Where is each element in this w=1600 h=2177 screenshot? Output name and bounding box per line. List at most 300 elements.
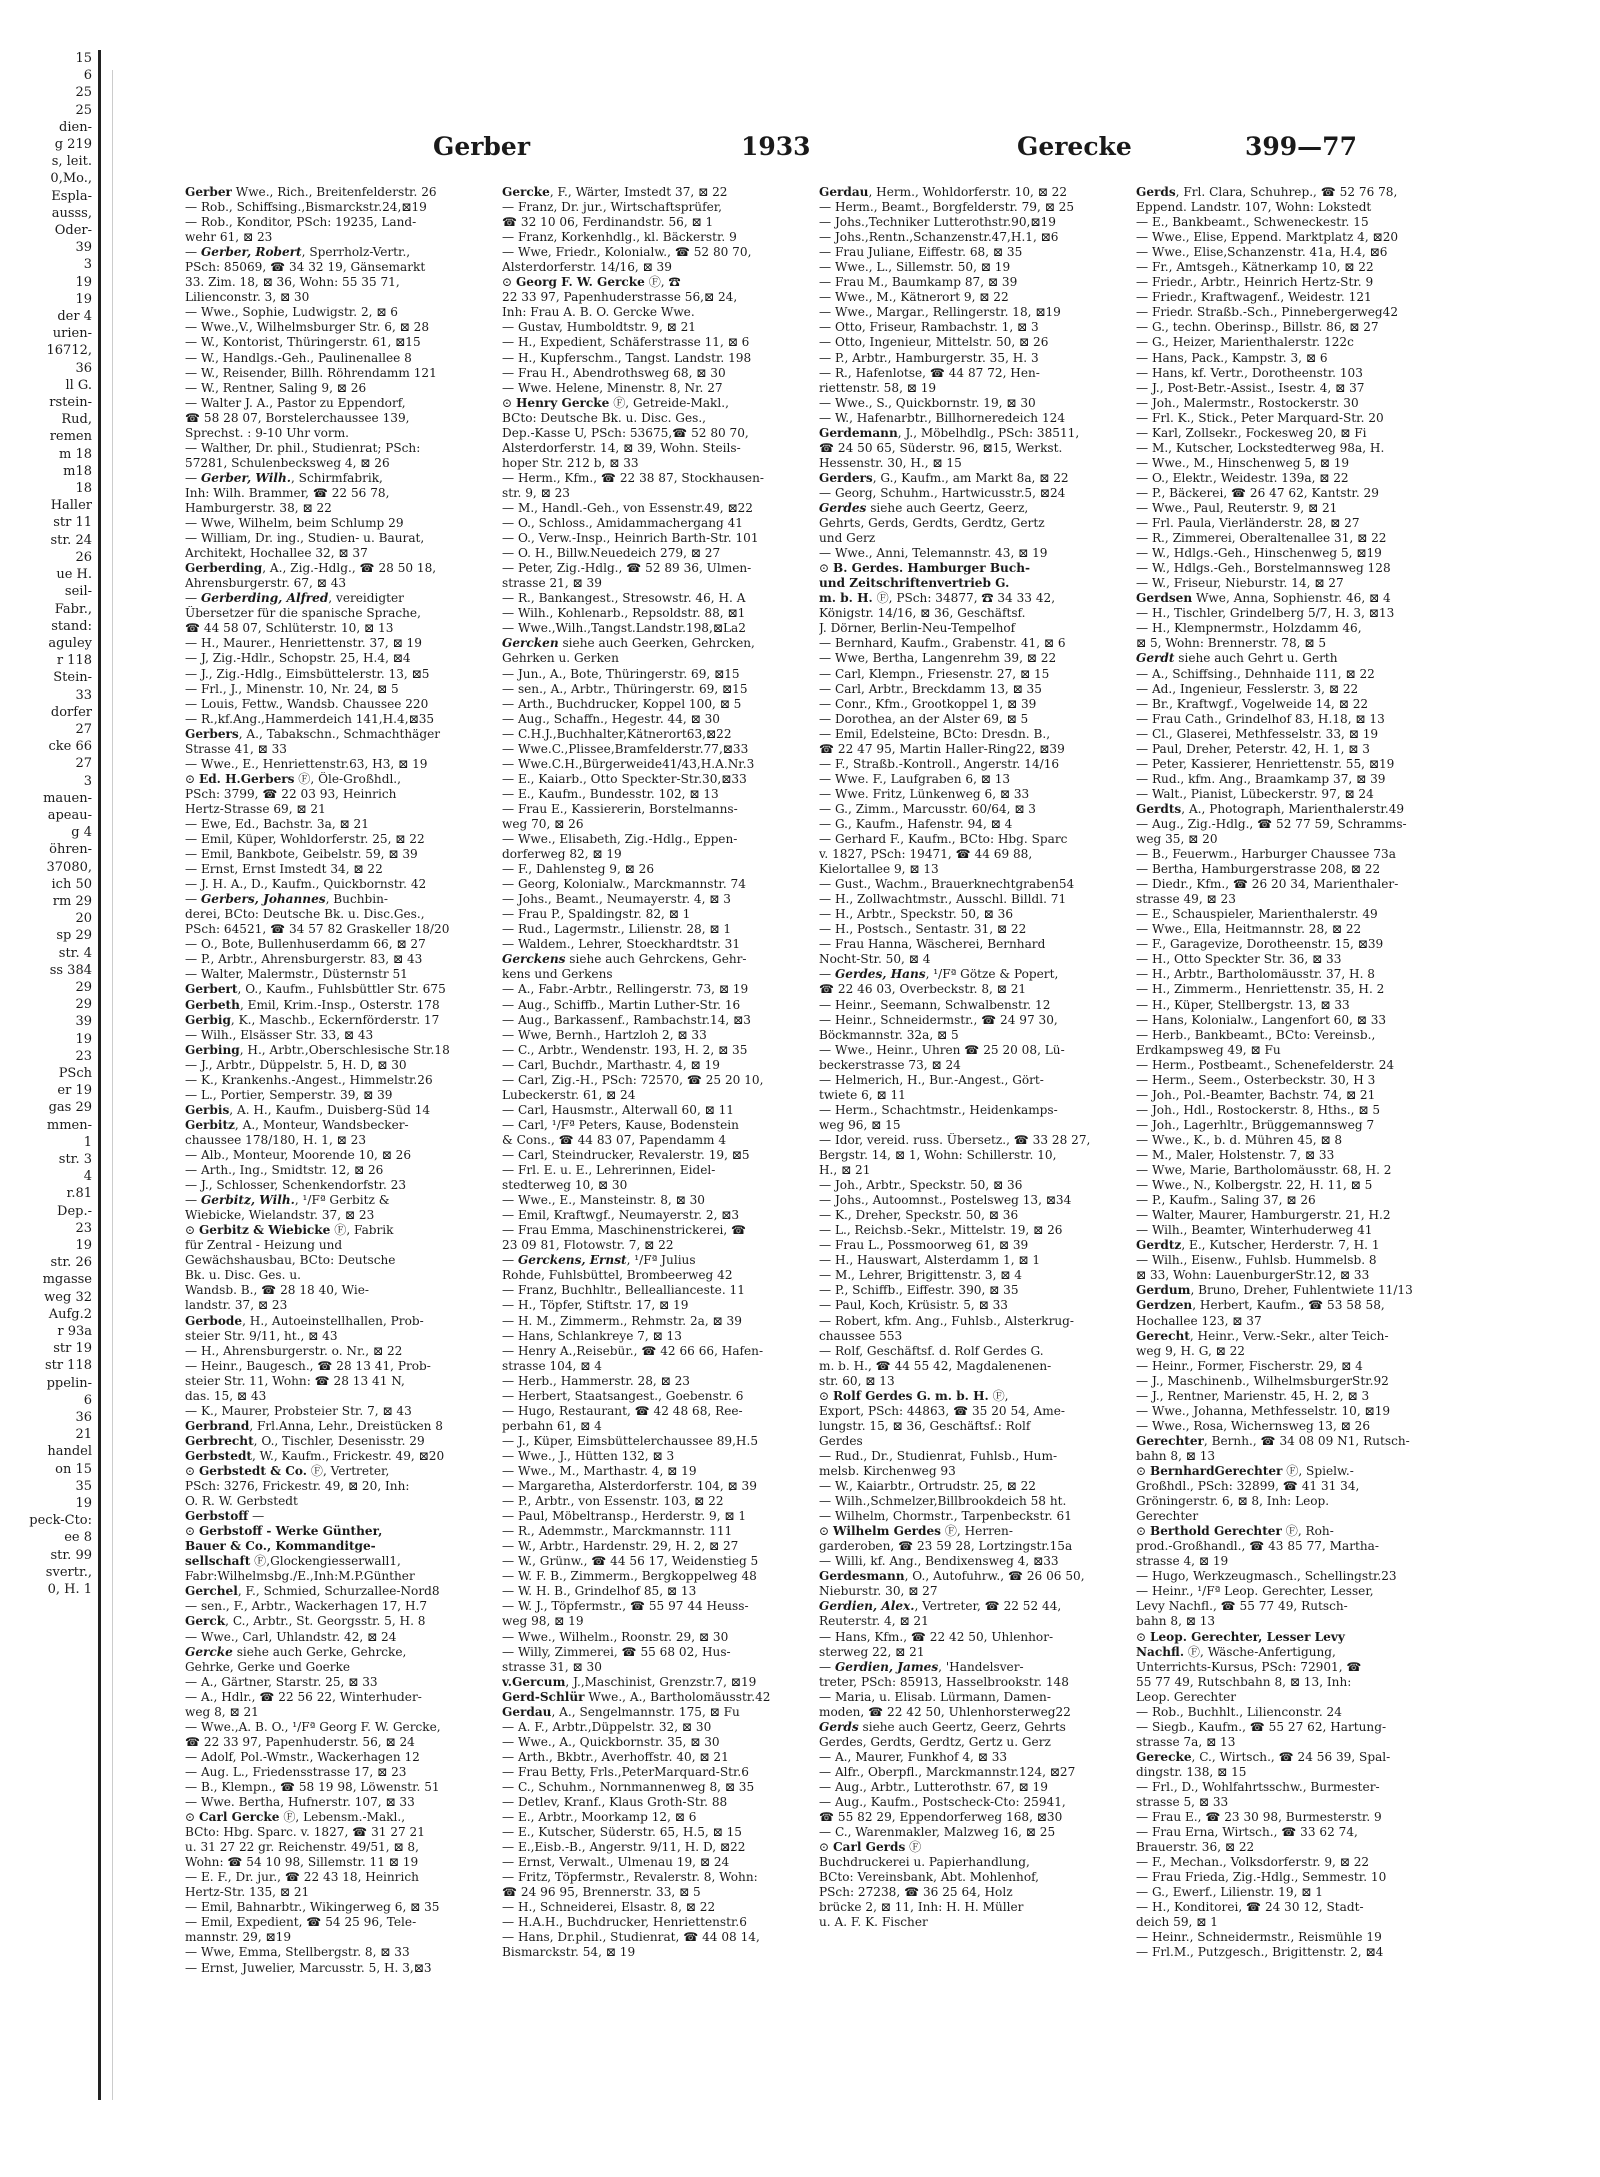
directory-entry: ⊙ Gerbstedt & Co. Ⓕ, Vertreter, [185,1463,390,1478]
prev-page-line: 18 [75,481,92,497]
directory-entry: — Emil, Expedient, ☎ 54 25 96, Tele- [185,1915,417,1930]
directory-entry: — Wwe., K., b. d. Mühren 45, ⊠ 8 [1136,1132,1343,1147]
directory-entry: — Frau P., Spaldingstr. 82, ⊠ 1 [502,907,691,922]
directory-entry: chaussee 553 [819,1328,903,1343]
directory-entry: — Friedr., Arbtr., Heinrich Hertz-Str. 9 [1136,275,1374,290]
directory-entry: — G., techn. Oberinsp., Billstr. 86, ⊠ 27 [1136,320,1379,335]
directory-entry: Gerechter, Bernh., ☎ 34 08 09 N1, Rutsch- [1136,1433,1410,1448]
directory-entry: — Georg, Kolonialw., Marckmannstr. 74 [502,877,746,892]
directory-entry: — Gerhard F., Kaufm., BCto: Hbg. Sparc [819,832,1068,847]
directory-entry: — Wwe., Margar., Rellingerstr. 18, ⊠19 [819,305,1061,320]
directory-entry: — C., Arbtr., Wendenstr. 193, H. 2, ⊠ 35 [502,1042,748,1057]
directory-entry: — Franz, Dr. jur., Wirtschaftsprüfer, [502,200,723,215]
directory-entry: — W. H. B., Grindelhof 85, ⊠ 13 [502,1584,697,1599]
directory-entry: — P., Kaufm., Saling 37, ⊠ 26 [1136,1193,1316,1208]
directory-entry: hoper Str. 212 b, ⊠ 33 [502,455,639,470]
directory-entry: — R., Zimmerei, Oberaltenallee 31, ⊠ 22 [1136,531,1387,546]
directory-entry: — Gerberding, Alfred, vereidigter [185,591,404,606]
directory-entry: — Wilhelm, Chormstr., Tarpenbeckstr. 61 [819,1509,1072,1524]
directory-entry: — Aug., Zig.-Hdlg., ☎ 52 77 59, Schramms- [1136,816,1407,831]
prev-page-line: stand: [51,618,92,634]
directory-entry: — Peter, Kassierer, Henriettenstr. 55, ⊠19 [1136,756,1395,771]
prev-page-line: 16712, [46,343,92,359]
directory-entry: Gehrken u. Gerken [502,651,619,666]
directory-entry: — Aug., Schaffn., Hegestr. 44, ⊠ 30 [502,711,720,726]
directory-entry: prod.-Großhandl., ☎ 43 85 77, Martha- [1136,1539,1379,1554]
directory-entry: — Paul, Dreher, Peterstr. 42, H. 1, ⊠ 3 [1136,741,1370,756]
directory-entry: — Wwe., Carl, Uhlandstr. 42, ⊠ 24 [185,1629,397,1644]
prev-page-line: 27 [75,721,92,737]
directory-entry: — Diedr., Kfm., ☎ 26 20 34, Marienthaler- [1136,877,1399,892]
prev-page-line: ee 8 [64,1530,92,1546]
directory-entry: — Frau E., ☎ 23 30 98, Burmesterstr. 9 [1136,1810,1382,1825]
prev-page-line: g 4 [71,825,92,841]
directory-entry: — Otto, Friseur, Rambachstr. 1, ⊠ 3 [819,320,1039,335]
directory-entry: — Herm., Kfm., ☎ 22 38 87, Stockhausen- [502,470,764,485]
directory-entry: — Aug., Kaufm., Postscheck-Cto: 25941, [819,1795,1066,1810]
directory-entry: Gerdes [819,1433,863,1448]
directory-entry: u. A. F. K. Fischer [819,1915,928,1930]
directory-entry: Gerdum, Bruno, Dreher, Fuhlentwiete 11/13 [1136,1283,1413,1298]
directory-entry: strasse 104, ⊠ 4 [502,1358,602,1373]
directory-entry: — Willy, Zimmerei, ☎ 55 68 02, Hus- [502,1644,731,1659]
directory-entry: strasse 5, ⊠ 33 [1136,1795,1229,1810]
directory-entry: Gerdtz, E., Kutscher, Herderstr. 7, H. 1 [1136,1238,1380,1253]
prev-page-line: gas 29 [48,1100,92,1116]
header-right-keyword: Gerecke [1017,132,1132,161]
directory-entry: — H. M., Zimmerm., Rehmstr. 2a, ⊠ 39 [502,1313,742,1328]
prev-page-line: 19 [75,1238,92,1254]
directory-entry: — P., Arbtr., Hamburgerstr. 35, H. 3 [819,350,1039,365]
prev-page-line: 26 [75,549,92,565]
directory-entry: — Wilh., Beamter, Winterhuderweg 41 [1136,1223,1373,1238]
directory-entry: Ahrensburgerstr. 67, ⊠ 43 [185,576,347,591]
directory-entry: treter, PSch: 85913, Hasselbrookstr. 148 [819,1674,1069,1689]
directory-entry: PSch: 85069, ☎ 34 32 19, Gänsemarkt [185,260,426,275]
directory-entry: Eppend. Landstr. 107, Wohn: Lokstedt [1136,200,1372,215]
directory-entry: — Robert, kfm. Ang., Fuhlsb., Alsterkrug- [819,1313,1074,1328]
directory-entry: und Zeitschriftenvertrieb G. [819,576,1010,591]
directory-entry: — Ernst, Ernst Imstedt 34, ⊠ 22 [185,862,383,877]
directory-entry: ⊙ Rolf Gerdes G. m. b. H. Ⓕ, [819,1388,1009,1403]
directory-entry: — Wwe., Elisabeth, Zig.-Hdlg., Eppen- [502,832,738,847]
directory-entry: ⊙ Carl Gercke Ⓕ, Lebensm.-Makl., [185,1810,406,1825]
directory-entry: — Wwe, Friedr., Kolonialw., ☎ 52 80 70, [502,245,752,260]
directory-entry: — H., Expedient, Schäferstrasse 11, ⊠ 6 [502,335,750,350]
directory-entry: — Henry A.,Reisebür., ☎ 42 66 66, Hafen- [502,1343,764,1358]
directory-entry: ☎ 58 28 07, Borstelerchaussee 139, [185,410,410,425]
directory-entry: ⊙ Berthold Gerechter Ⓕ, Roh- [1136,1524,1334,1539]
directory-entry: Gewächshausbau, BCto: Deutsche [185,1253,396,1268]
directory-entry: — W., Rentner, Saling 9, ⊠ 26 [185,380,367,395]
directory-entry: 22 33 97, Papenhuderstrasse 56,⊠ 24, [502,290,738,305]
directory-entry: — E., Kaufm., Bundesstr. 102, ⊠ 13 [502,786,719,801]
directory-entry: — J., Maschinenb., WilhelmsburgerStr.92 [1136,1373,1389,1388]
directory-entry: — Rud., Lagermstr., Lilienstr. 28, ⊠ 1 [502,922,732,937]
directory-entry: ⊠ 5, Wohn: Brennerstr. 78, ⊠ 5 [1136,636,1327,651]
directory-entry: Gerdes, Gerdts, Gerdtz, Gertz u. Gerz [819,1734,1051,1749]
directory-entry: — Herb., Hammerstr. 28, ⊠ 23 [502,1373,690,1388]
directory-entry: moden, ☎ 22 42 50, Uhlenhorsterweg22 [819,1704,1071,1719]
directory-entry: ☎ 24 50 65, Süderstr. 96, ⊠15, Werkst. [819,440,1063,455]
prev-page-line: str 118 [44,1358,92,1374]
directory-entry: chaussee 178/180, H. 1, ⊠ 23 [185,1132,367,1147]
directory-entry: — Jun., A., Bote, Thüringerstr. 69, ⊠15 [502,666,740,681]
prev-page-line: Oder- [54,223,92,239]
directory-entry: — B., Feuerwm., Harburger Chaussee 73a [1136,847,1396,862]
directory-entry: Gerds siehe auch Geertz, Geerz, Gehrts [819,1719,1066,1734]
directory-entry: — A., Gärtner, Starstr. 25, ⊠ 33 [185,1674,378,1689]
directory-entry: — H., Arbtr., Speckstr. 50, ⊠ 36 [819,907,1014,922]
prev-page-line: m18 [63,463,92,479]
directory-entry: wehr 61, ⊠ 23 [185,230,273,245]
directory-entry: — Wwe., Heinr., Uhren ☎ 25 20 08, Lü- [819,1042,1065,1057]
directory-entry: dorferweg 82, ⊠ 19 [502,847,622,862]
prev-page-line: Rud, [61,412,92,428]
directory-entry: — Friedr. Straßb.-Sch., Pinnebergerweg42 [1136,305,1399,320]
directory-entry: strasse 31, ⊠ 30 [502,1659,602,1674]
directory-entry: Levy Nachfl., ☎ 55 77 49, Rutsch- [1136,1599,1348,1614]
prev-page-line: Stein- [53,670,92,686]
directory-entry: — Frl., J., Minenstr. 10, Nr. 24, ⊠ 5 [185,681,399,696]
directory-entry: Gehrts, Gerds, Gerdts, Gerdtz, Gertz [819,516,1045,531]
directory-entry: — Frl. Paula, Vierländerstr. 28, ⊠ 27 [1136,516,1360,531]
directory-entry: — Wwe.,V., Wilhelmsburger Str. 6, ⊠ 28 [185,320,430,335]
directory-entry: Wandsb. B., ☎ 28 18 40, Wie- [185,1283,369,1298]
directory-entry: — Johs.,Rentn.,Schanzenstr.47,H.1, ⊠6 [819,230,1059,245]
directory-entry: bahn 8, ⊠ 13 [1136,1448,1216,1463]
prev-page-line: 6 [83,68,92,84]
directory-entry: — Wwe., Ella, Heitmannstr. 28, ⊠ 22 [1136,922,1362,937]
directory-entry: 55 77 49, Rutschbahn 8, ⊠ 13, Inh: [1136,1674,1352,1689]
directory-entry: — Wwe., J., Hütten 132, ⊠ 3 [502,1448,675,1463]
directory-entry: — Friedr., Kraftwagenf., Weidestr. 121 [1136,290,1372,305]
directory-entry: — E.,Eisb.-B., Angerstr. 9/11, H. D, ⊠22 [502,1840,746,1855]
directory-entry: — Wwe., Elise, Eppend. Marktplatz 4, ⊠20 [1136,230,1399,245]
directory-entry: — Wwe., Wilhelm., Roonstr. 29, ⊠ 30 [502,1629,729,1644]
directory-entry: — Gerbitz, Wilh., ¹/Fª Gerbitz & [185,1193,390,1208]
directory-entry: — Johs., Beamt., Neumayerstr. 4, ⊠ 3 [502,892,731,907]
directory-entry: das. 15, ⊠ 43 [185,1388,267,1403]
directory-entry: Gerd-Schlür Wwe., A., Bartholomäusstr.42 [502,1689,771,1704]
prev-page-line: r 118 [56,653,92,669]
directory-entry: — H., Maurer., Henriettenstr. 37, ⊠ 19 [185,636,422,651]
directory-entry: Gerdesmann, O., Autofuhrw., ☎ 26 06 50, [819,1569,1085,1584]
directory-entry: — H., Klempnermstr., Holzdamm 46, [1136,621,1362,636]
directory-entry: — Wwe., Johanna, Methfesselstr. 10, ⊠19 [1136,1403,1391,1418]
directory-entry: Gerecht, Heinr., Verw.-Sekr., alter Teich- [1136,1328,1389,1343]
previous-page-fragment [0,50,101,2100]
directory-entry: — C.H.J.,Buchhalter,Kätnerort63,⊠22 [502,726,732,741]
directory-entry: — Carl, ¹/Fª Peters, Kause, Bodenstein [502,1117,739,1132]
prev-page-line: PSch [58,1065,92,1081]
directory-entry: PSch: 64521, ☎ 34 57 82 Graskeller 18/20 [185,922,450,937]
prev-page-line: dorfer [50,704,92,720]
directory-entry: — Adolf, Pol.-Wmstr., Wackerhagen 12 [185,1749,420,1764]
column-2 [502,185,815,2085]
directory-entry: — J., Zig.-Hdlg., Eimsbüttelerstr. 13, ⊠5 [185,666,430,681]
directory-entry: — Hugo, Restaurant, ☎ 42 48 68, Ree- [502,1403,743,1418]
prev-page-line: ich 50 [51,876,92,892]
directory-entry: Wiebicke, Wielandstr. 37, ⊠ 23 [185,1208,375,1223]
directory-entry: Unterrichts-Kursus, PSch: 72901, ☎ [1136,1659,1362,1674]
directory-entry: — Heinr., ¹/Fª Leop. Gerechter, Lesser, [1136,1584,1374,1599]
prev-page-line: Aufg.2 [48,1306,92,1322]
prev-page-line: cke 66 [48,739,92,755]
directory-entry: — Frau Emma, Maschinenstrickerei, ☎ [502,1223,747,1238]
directory-entry: — W., Handlgs.-Geh., Paulinenallee 8 [185,350,412,365]
directory-entry: Gröningerstr. 6, ⊠ 8, Inh: Leop. [1136,1494,1330,1509]
prev-page-line: 19 [75,291,92,307]
directory-entry: — Wwe., Anni, Telemannstr. 43, ⊠ 19 [819,546,1048,561]
directory-entry: — E. F., Dr. jur., ☎ 22 43 18, Heinrich [185,1870,419,1885]
directory-entry: — G., Heizer, Marienthalerstr. 122c [1136,335,1354,350]
directory-entry: Alsterdorferstr. 14, ⊠ 39, Wohn. Steils- [502,440,741,455]
directory-entry: — Wwe., M., Marthastr. 4, ⊠ 19 [502,1463,697,1478]
directory-entry: — Carl, Arbtr., Breckdamm 13, ⊠ 35 [819,681,1042,696]
directory-entry: — Br., Kraftwgf., Vogelweide 14, ⊠ 22 [1136,696,1369,711]
prev-page-line: öhren- [49,842,92,858]
directory-entry: Gerbode, H., Autoeinstellhallen, Prob- [185,1313,424,1328]
prev-page-line: str. 99 [50,1547,92,1563]
directory-entry: Gerdemann, J., Möbelhdlg., PSch: 38511, [819,425,1080,440]
directory-entry: beckerstrasse 73, ⊠ 24 [819,1057,961,1072]
directory-entry: — Wwe. Helene, Minenstr. 8, Nr. 27 [502,380,723,395]
directory-entry: Gerberding, A., Zig.-Hdlg., ☎ 28 50 18, [185,561,437,576]
directory-entry: — H., Postsch., Sentastr. 31, ⊠ 22 [819,922,1027,937]
directory-columns [185,185,1455,2085]
directory-entry: — A., Schiffsing., Dehnhaide 111, ⊠ 22 [1136,666,1375,681]
directory-entry: — Herbert, Staatsangest., Goebenstr. 6 [502,1388,744,1403]
prev-page-line: m 18 [58,446,92,462]
directory-entry: — Hans, Kfm., ☎ 22 42 50, Uhlenhor- [819,1629,1054,1644]
directory-entry: — Gust., Wachm., Brauerknechtgraben54 [819,877,1075,892]
prev-page-line: Dep.- [57,1203,92,1219]
directory-entry: — Gerber, Wilh., Schirmfabrik, [185,470,383,485]
directory-entry: — M., Kutscher, Lockstedterweg 98a, H. [1136,440,1385,455]
directory-entry: — W., Kontorist, Thüringerstr. 61, ⊠15 [185,335,421,350]
prev-page-line: dien- [59,119,92,135]
directory-entry: — C., Schuhm., Nornmannenweg 8, ⊠ 35 [502,1779,755,1794]
directory-entry: — L., Reichsb.-Sekr., Mittelstr. 19, ⊠ 26 [819,1223,1063,1238]
directory-entry: — Wwe., L., Sillemstr. 50, ⊠ 19 [819,260,1011,275]
directory-entry: H., ⊠ 21 [819,1163,871,1178]
directory-entry: Strasse 41, ⊠ 33 [185,741,287,756]
directory-entry: Architekt, Hochallee 32, ⊠ 37 [185,546,368,561]
directory-entry: Gercke, F., Wärter, Imstedt 37, ⊠ 22 [502,185,728,199]
directory-entry: — K., Krankenhs.-Angest., Himmelstr.26 [185,1072,433,1087]
directory-entry: — H., Töpfer, Stiftstr. 17, ⊠ 19 [502,1298,689,1313]
prev-page-line: seil- [64,584,92,600]
directory-entry: — Hans, Dr.phil., Studienrat, ☎ 44 08 14, [502,1930,760,1945]
prev-page-line: weg 32 [44,1289,92,1305]
directory-entry: Rohde, Fuhlsbüttel, Brombeerweg 42 [502,1268,733,1283]
directory-entry: — J., Rentner, Marienstr. 45, H. 2, ⊠ 3 [1136,1388,1370,1403]
directory-entry: Export, PSch: 44863, ☎ 35 20 54, Ame- [819,1403,1065,1418]
directory-entry: — Hans, Schlankreye 7, ⊠ 13 [502,1328,682,1343]
directory-entry: — Detlev, Kranf., Klaus Groth-Str. 88 [502,1795,728,1810]
directory-entry: — W., Grünw., ☎ 44 56 17, Weidenstieg 5 [502,1554,759,1569]
directory-entry: sellschaft Ⓕ,Glockengiesserwall1, [185,1554,401,1569]
directory-entry: — G., Ewerf., Lilienstr. 19, ⊠ 1 [1136,1885,1323,1900]
directory-entry: 23 09 81, Flotowstr. 7, ⊠ 22 [502,1238,674,1253]
directory-entry: — Ad., Ingenieur, Fesslerstr. 3, ⊠ 22 [1136,681,1359,696]
directory-entry: twiete 6, ⊠ 11 [819,1087,906,1102]
directory-entry: für Zentral - Heizung und [185,1238,343,1253]
directory-entry: — Herm., Beamt., Borgfelderstr. 79, ⊠ 25 [819,200,1075,215]
directory-entry: dingstr. 138, ⊠ 15 [1136,1764,1247,1779]
directory-entry: Bergstr. 14, ⊠ 1, Wohn: Schillerstr. 10, [819,1148,1057,1162]
directory-entry: — Carl, Klempn., Friesenstr. 27, ⊠ 15 [819,666,1050,681]
directory-entry: & Cons., ☎ 44 83 07, Papendamm 4 [502,1132,727,1147]
directory-entry: Gerdsen Wwe, Anna, Sophienstr. 46, ⊠ 4 [1136,591,1391,606]
prev-page-line: 23 [75,1048,92,1064]
prev-page-line: 0,Mo., [50,171,92,187]
prev-page-line: 29 [75,979,92,995]
prev-page-line: 1 [83,1134,92,1150]
directory-entry: O. R. W. Gerbstedt [185,1494,298,1509]
directory-entry: — Joh., Lagerhltr., Brüggemannsweg 7 [1136,1117,1375,1132]
directory-entry: — Wwe, Emma, Stellbergstr. 8, ⊠ 33 [185,1945,410,1960]
directory-entry: — Walter J. A., Pastor zu Eppendorf, [185,395,406,410]
directory-entry: Alsterdorferstr. 14/16, ⊠ 39 [502,260,672,275]
directory-entry: — Paul, Koch, Krüsistr. 5, ⊠ 33 [819,1298,1008,1313]
directory-entry: weg 96, ⊠ 15 [819,1117,901,1132]
directory-entry: u. 31 27 22 gr. Reichenstr. 49/51, ⊠ 8, [185,1840,419,1855]
directory-entry: — H., Küper, Stellbergstr. 13, ⊠ 33 [1136,997,1350,1012]
prev-page-line: ll G. [65,377,92,393]
directory-entry: — Herb., Bankbeamt., BCto: Vereinsb., [1136,1027,1376,1042]
directory-entry: — Rob., Konditor, PSch: 19235, Land- [185,215,417,230]
directory-entry: und Gerz [819,531,876,546]
directory-entry: — O., Elektr., Weidestr. 139a, ⊠ 22 [1136,470,1349,485]
directory-entry: — H., Kupferschm., Tangst. Landstr. 198 [502,350,752,365]
directory-entry: Gerdt siehe auch Gehrt u. Gerth [1136,651,1338,666]
prev-page-line: 21 [75,1427,92,1443]
directory-entry: — Hugo, Werkzeugmasch., Schellingstr.23 [1136,1569,1397,1584]
directory-entry: bahn 8, ⊠ 13 [1136,1614,1216,1629]
directory-entry: — Otto, Ingenieur, Mittelstr. 50, ⊠ 26 [819,335,1049,350]
directory-entry: ☎ 22 46 03, Overbeckstr. 8, ⊠ 21 [819,982,1027,997]
directory-entry: — J., Arbtr., Düppelstr. 5, H. D, ⊠ 30 [185,1057,407,1072]
page-number: 399—77 [1245,132,1357,161]
directory-entry: — H.A.H., Buchdrucker, Henriettenstr.6 [502,1915,747,1930]
directory-entry: ⊙ Henry Gercke Ⓕ, Getreide-Makl., [502,395,729,410]
directory-entry: — O., Bote, Bullenhuserdamm 66, ⊠ 27 [185,937,426,952]
prev-page-line: 6 [83,1392,92,1408]
directory-entry: Gerds, Frl. Clara, Schuhrep., ☎ 52 76 78, [1136,185,1398,199]
directory-entry: — Dorothea, an der Alster 69, ⊠ 5 [819,711,1029,726]
directory-entry: — Herm., Postbeamt., Schenefelderstr. 24 [1136,1057,1395,1072]
prev-page-line: Haller [50,498,92,514]
directory-entry: v.Gercum, J.,Maschinist, Grenzstr.7, ⊠19 [502,1674,757,1689]
directory-entry: PSch: 3799, ☎ 22 03 93, Heinrich [185,786,397,801]
directory-entry: — sen., F., Arbtr., Wackerhagen 17, H.7 [185,1599,428,1614]
directory-entry: Gerber Wwe., Rich., Breitenfelderstr. 26 [185,185,437,199]
directory-entry: ⊠ 33, Wohn: LauenburgerStr.12, ⊠ 33 [1136,1268,1370,1283]
directory-entry: — Wwe.,Wilh.,Tangst.Landstr.198,⊠La2 [502,621,746,636]
prev-page-line: sp 29 [56,928,92,944]
directory-entry: — Gerckens, Ernst, ¹/Fª Julius [502,1253,696,1268]
prev-page-line: on 15 [55,1461,92,1477]
directory-entry: — Herm., Schachtmstr., Heidenkamps- [819,1102,1058,1117]
directory-entry: — Wwe., M., Hinschenweg 5, ⊠ 19 [1136,455,1350,470]
directory-entry: — Frl.M., Putzgesch., Brigittenstr. 2, ⊠4 [1136,1945,1384,1960]
prev-page-line: 39 [75,1014,92,1030]
directory-entry: — Georg, Schuhm., Hartwicusstr.5, ⊠24 [819,485,1066,500]
directory-entry: str. 60, ⊠ 13 [819,1373,895,1388]
directory-entry: — Ernst, Verwalt., Ulmenau 19, ⊠ 24 [502,1855,730,1870]
directory-entry: Gerbing, H., Arbtr.,Oberschlesische Str.18 [185,1042,450,1057]
directory-entry: — Gustav, Humboldtstr. 9, ⊠ 21 [502,320,697,335]
directory-entry: BCto: Deutsche Bk. u. Disc. Ges., [502,410,707,425]
directory-entry: — R.,kf.Ang.,Hammerdeich 141,H.4,⊠35 [185,711,435,726]
directory-entry: — Aug. L., Friedensstrasse 17, ⊠ 23 [185,1764,407,1779]
directory-entry: ☎ 32 10 06, Ferdinandstr. 56, ⊠ 1 [502,215,714,230]
prev-page-line: handel [47,1444,92,1460]
prev-page-line: Fabr., [54,601,92,617]
directory-entry: Gerbstoff — [185,1509,265,1524]
directory-entry: — Wwe, Bernh., Hartzloh 2, ⊠ 33 [502,1027,707,1042]
directory-entry: Bauer & Co., Kommanditge- [185,1539,376,1554]
directory-entry: — A., Hdlr., ☎ 22 56 22, Winterhuder- [185,1689,422,1704]
column-1 [185,185,498,2085]
directory-entry: Bk. u. Disc. Ges. u. [185,1268,301,1283]
directory-entry: weg 8, ⊠ 21 [185,1704,259,1719]
directory-entry: — A., Fabr.-Arbtr., Rellingerstr. 73, ⊠ 19 [502,982,749,997]
directory-entry: — O., Verw.-Insp., Heinrich Barth-Str. 101 [502,531,759,546]
directory-entry: — Frau Betty, Frls.,PeterMarquard-Str.6 [502,1764,749,1779]
directory-entry: — P., Arbtr., von Essenstr. 103, ⊠ 22 [502,1494,724,1509]
prev-page-line: 4 [83,1169,92,1185]
directory-entry: — Wwe. Fritz, Lünkenweg 6, ⊠ 33 [819,786,1030,801]
directory-entry: — Carl, Buchdr., Marthastr. 4, ⊠ 19 [502,1057,720,1072]
prev-page-line: svertr., [45,1564,92,1580]
prev-page-line: 39 [75,240,92,256]
directory-entry: Erdkampsweg 49, ⊠ Fu [1136,1042,1281,1057]
prev-page-line: der 4 [57,309,92,325]
directory-entry: — F., Garagevize, Dorotheenstr. 15, ⊠39 [1136,937,1384,952]
prev-page-line: er 19 [57,1083,92,1099]
directory-entry: — H., Otto Speckter Str. 36, ⊠ 33 [1136,952,1342,967]
directory-entry: — H., Tischler, Grindelberg 5/7, H. 3, ⊠13 [1136,606,1395,621]
directory-entry: — Johs.,Techniker Lutterothstr.90,⊠19 [819,215,1056,230]
directory-entry: — M., Handl.-Geh., von Essenstr.49, ⊠22 [502,500,753,515]
directory-entry: — F., Mechan., Volksdorferstr. 9, ⊠ 22 [1136,1855,1370,1870]
directory-entry: Gerbert, O., Kaufm., Fuhlsbüttler Str. 675 [185,982,446,997]
directory-entry: — Wwe., M., Kätnerort 9, ⊠ 22 [819,290,1009,305]
directory-entry: — Emil, Bankbote, Geibelstr. 59, ⊠ 39 [185,847,418,862]
directory-entry: ☎ 24 96 95, Brennerstr. 33, ⊠ 5 [502,1885,701,1900]
directory-entry: — R., Ademmstr., Marckmannstr. 111 [502,1524,733,1539]
directory-entry: Gerders, G., Kaufm., am Markt 8a, ⊠ 22 [819,470,1069,485]
directory-entry: — Emil, Küper, Wohldorferstr. 25, ⊠ 22 [185,832,425,847]
directory-entry: — Hans, Kolonialw., Langenfort 60, ⊠ 33 [1136,1012,1387,1027]
prev-page-line: Espla- [51,188,92,204]
directory-entry: — W., Hafenarbtr., Billhorneredeich 124 [819,410,1066,425]
directory-entry: BCto: Vereinsbank, Abt. Mohlenhof, [819,1870,1040,1885]
directory-entry: Hertz-Strasse 69, ⊠ 21 [185,801,326,816]
directory-entry: Gercken siehe auch Geerken, Gehrcken, [502,636,755,651]
directory-entry: — H., Schneiderei, Elsastr. 8, ⊠ 22 [502,1900,716,1915]
directory-entry: — Arth., Ing., Smidtstr. 12, ⊠ 26 [185,1163,384,1178]
directory-entry: — L., Portier, Semperstr. 39, ⊠ 39 [185,1087,393,1102]
directory-entry: — Aug., Schiffb., Martin Luther-Str. 16 [502,997,741,1012]
directory-entry: — Wilh., Kohlenarb., Repsoldstr. 88, ⊠1 [502,606,746,621]
directory-entry: Gerbis, A. H., Kaufm., Duisberg-Süd 14 [185,1102,431,1117]
directory-entry: — Cl., Glaserei, Methfesselstr. 33, ⊠ 19 [1136,726,1379,741]
prev-page-line: ppelin- [46,1375,92,1391]
